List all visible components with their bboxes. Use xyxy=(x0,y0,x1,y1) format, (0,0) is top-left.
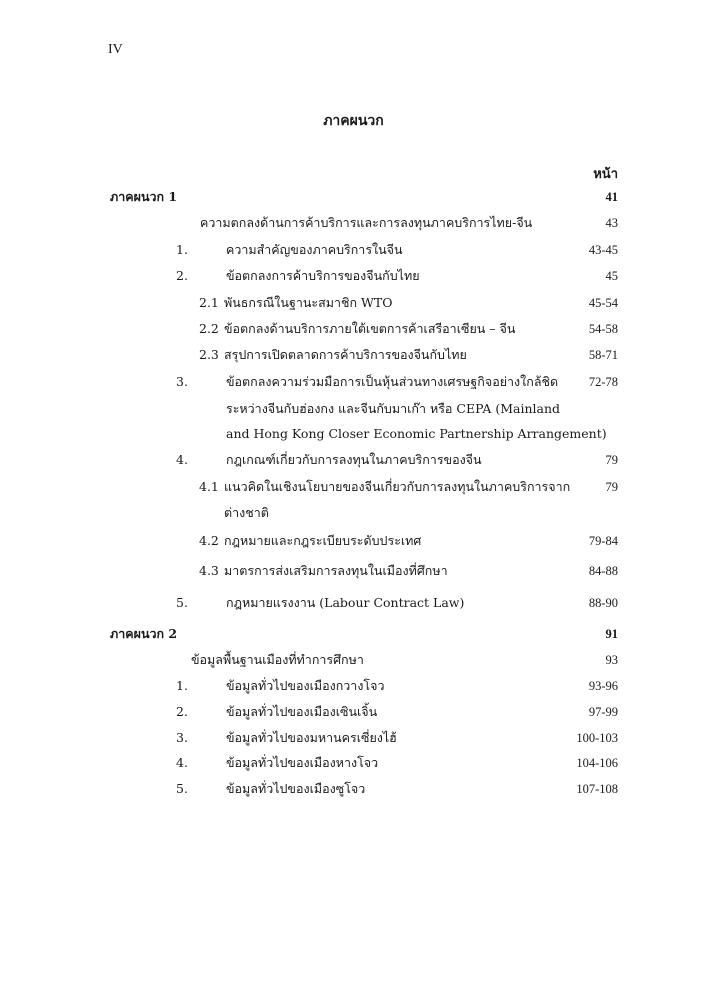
toc-page: 93 xyxy=(605,653,618,667)
toc-entry-number: 2. xyxy=(176,704,188,719)
toc-entry-number: 3. xyxy=(176,730,188,745)
toc-page: 88-90 xyxy=(588,596,618,610)
toc-entry-number: 2.2 xyxy=(199,321,219,336)
toc-page: 45 xyxy=(605,269,618,283)
toc-page: 93-96 xyxy=(588,679,618,693)
toc-entry-number: 2.1 xyxy=(199,295,219,310)
toc-entry-text: ข้อมูลทั่วไปของมหานครเซี่ยงไฮ้ xyxy=(226,730,397,745)
page-number: IV xyxy=(108,42,123,57)
toc-page: 104-106 xyxy=(576,756,618,770)
toc-row xyxy=(0,593,707,613)
toc-entry-text: กฎหมายและกฎระเบียบระดับประเทศ xyxy=(224,533,422,548)
toc-row xyxy=(0,450,707,470)
toc-row xyxy=(0,319,707,339)
toc-page: 43-45 xyxy=(588,243,618,257)
toc-row xyxy=(0,779,707,799)
toc-page: 91 xyxy=(605,627,618,641)
toc-row xyxy=(0,399,707,419)
toc-entry-text: ระหว่างจีนกับฮ่องกง และจีนกับมาเก๊า หรือ CEPA (Mainland xyxy=(226,401,561,416)
toc-section-title: ภาคผนวก 2 xyxy=(110,626,178,641)
toc-entry-text: ข้อมูลทั่วไปของเมืองซูโจว xyxy=(226,781,366,796)
toc-entry-text: กฎเกณฑ์เกี่ยวกับการลงทุนในภาคบริการของจีน xyxy=(226,452,482,467)
toc-page: 43 xyxy=(605,216,618,230)
toc-page: 107-108 xyxy=(576,782,618,796)
toc-section-title: ภาคผนวก 1 xyxy=(110,189,178,204)
toc-row xyxy=(0,728,707,748)
toc-entry-number: 1. xyxy=(176,242,188,257)
toc-entry-number: 5. xyxy=(176,595,188,610)
toc-page: 58-71 xyxy=(588,348,618,362)
toc-row xyxy=(0,531,707,551)
toc-row xyxy=(0,424,707,444)
toc-page: 79-84 xyxy=(588,534,618,548)
toc-entry-text: พันธกรณีในฐานะสมาชิก WTO xyxy=(224,295,393,310)
toc-entry-number: 4. xyxy=(176,452,188,467)
toc-entry-number: 4. xyxy=(176,755,188,770)
toc-page: 54-58 xyxy=(588,322,618,336)
page-column-label: หน้า xyxy=(593,167,618,182)
toc-entry-number: 4.3 xyxy=(199,563,219,578)
toc-entry-text: ต่างชาติ xyxy=(224,505,269,520)
toc-row xyxy=(0,187,707,207)
toc-entry-number: 4.2 xyxy=(199,533,219,548)
toc-row xyxy=(0,266,707,286)
toc-page: 41 xyxy=(605,190,618,204)
toc-page: 79 xyxy=(605,480,618,494)
toc-row xyxy=(0,702,707,722)
toc-row xyxy=(0,676,707,696)
toc-entry-text: กฎหมายแรงงาน (Labour Contract Law) xyxy=(226,595,465,610)
toc-entry-text: and Hong Kong Closer Economic Partnership Arrangement) xyxy=(226,426,607,441)
toc-entry-text: แนวคิดในเชิงนโยบายของจีนเกี่ยวกับการลงทุนในภาคบริการจาก xyxy=(224,479,571,494)
toc-entry-text: ข้อตกลงความร่วมมือการเป็นหุ้นส่วนทางเศรษฐกิจอย่างใกล้ชิด xyxy=(226,374,559,389)
toc-page: 45-54 xyxy=(588,296,618,310)
toc-entry-text: ข้อตกลงด้านบริการภายใต้เขตการค้าเสรีอาเซียน – จีน xyxy=(224,321,516,336)
toc-row xyxy=(0,753,707,773)
toc-entry-text: ข้อมูลพื้นฐานเมืองที่ทำการศึกษา xyxy=(191,652,364,667)
toc-row xyxy=(0,503,707,523)
toc-entry-text: ข้อมูลทั่วไปของเมืองเซินเจิ้น xyxy=(226,704,378,719)
toc-entry-number: 2.3 xyxy=(199,347,219,362)
toc-entry-text: ข้อมูลทั่วไปของเมืองหางโจว xyxy=(226,755,379,770)
toc-entry-number: 4.1 xyxy=(199,479,219,494)
toc-entry-text: ความตกลงด้านการค้าบริการและการลงทุนภาคบริการไทย-จีน xyxy=(200,215,533,230)
toc-page: 97-99 xyxy=(588,705,618,719)
toc-page: 72-78 xyxy=(588,375,618,389)
toc-entry-text: ความสำคัญของภาคบริการในจีน xyxy=(226,242,403,257)
toc-entry-text: มาตรการส่งเสริมการลงทุนในเมืองที่ศึกษา xyxy=(224,563,448,578)
toc-entry-number: 3. xyxy=(176,374,188,389)
toc-row xyxy=(0,650,707,670)
toc-row xyxy=(0,293,707,313)
toc-page: 100-103 xyxy=(576,731,618,745)
toc-entry-number: 2. xyxy=(176,268,188,283)
toc-row xyxy=(0,240,707,260)
toc-row xyxy=(0,624,707,644)
toc-entry-number: 5. xyxy=(176,781,188,796)
toc-entry-text: สรุปการเปิดตลาดการค้าบริการของจีนกับไทย xyxy=(224,347,467,362)
toc-entry-text: ข้อมูลทั่วไปของเมืองกวางโจว xyxy=(226,678,385,693)
toc-row xyxy=(0,213,707,233)
toc-page: 79 xyxy=(605,453,618,467)
toc-page: 84-88 xyxy=(588,564,618,578)
toc-entry-text: ข้อตกลงการค้าบริการของจีนกับไทย xyxy=(226,268,420,283)
toc-row xyxy=(0,345,707,365)
page-title: ภาคผนวก xyxy=(323,113,384,129)
toc-row xyxy=(0,477,707,497)
toc-row xyxy=(0,561,707,581)
toc-entry-number: 1. xyxy=(176,678,188,693)
toc-row xyxy=(0,372,707,392)
